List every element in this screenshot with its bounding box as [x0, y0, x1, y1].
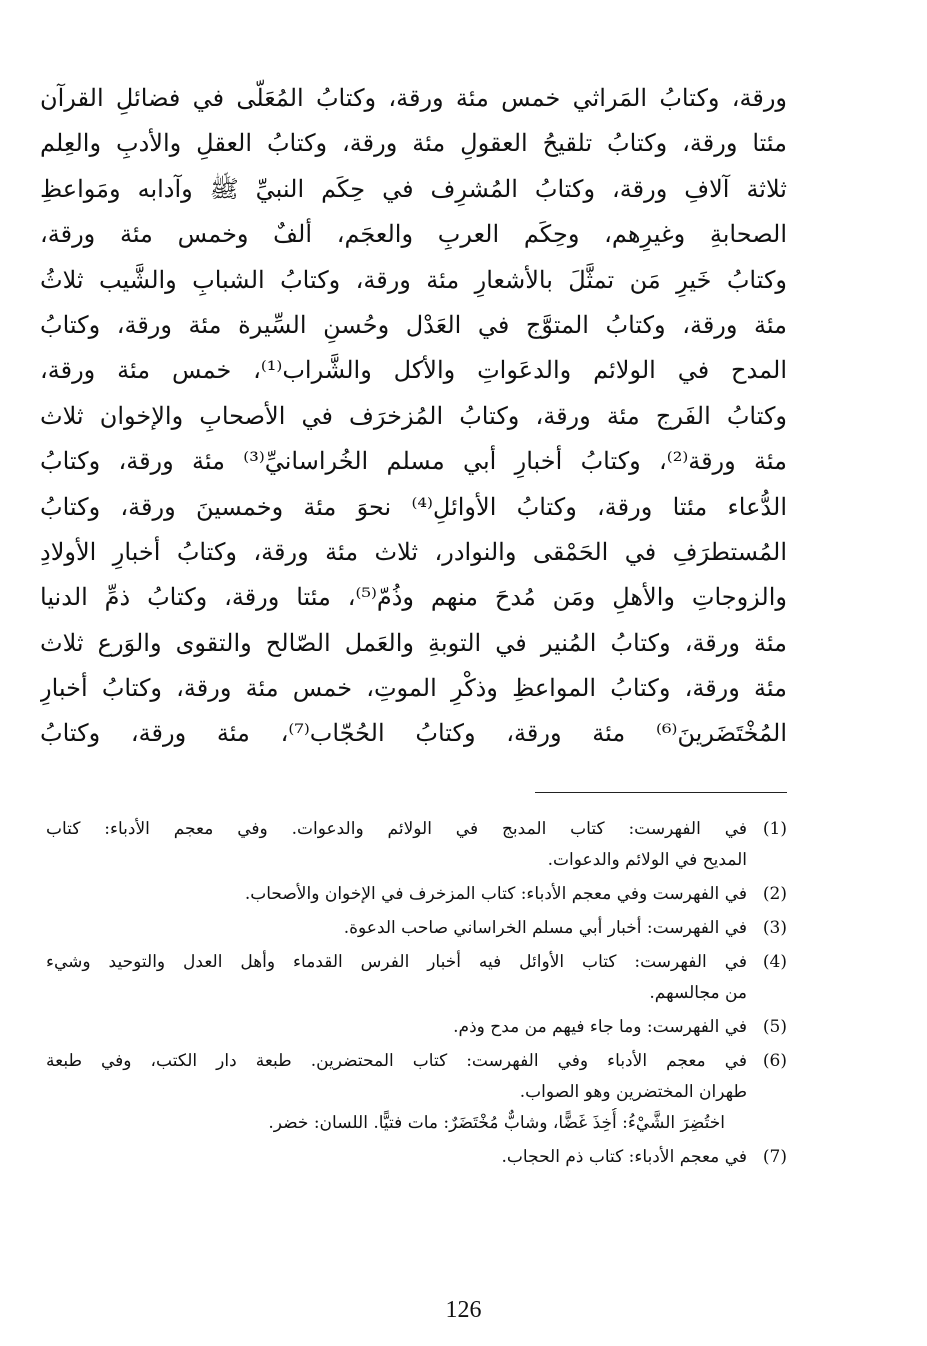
text-line: وكتابُ خَيرِ مَن تمثَّلَ بالأشعارِ مئة ورقة، وكتابُ الشبابِ والشَّيب ثلاثُ — [40, 265, 787, 294]
text-line: الدُّعاء مئتا ورقة، وكتابُ الأوائلِ⁽⁴⁾ نحوَ مئة وخمسينَ ورقة، وكتابُ — [40, 492, 787, 521]
footnote-7 — [46, 1142, 787, 1173]
footnote-3 — [46, 913, 787, 944]
text-line: ورقة، وكتابُ المَراثي خمس مئة ورقة، وكتابُ المُعَلّى في فضائلِ القرآن — [40, 84, 787, 112]
footnote-line: في معجم الأدباء: كتاب ذم الحجاب. — [501, 1147, 747, 1167]
footnote-line: من مجالسهم. — [649, 983, 747, 1003]
page-number: 126 — [445, 1297, 482, 1323]
text-line: المُخْتَضَرينَ⁽⁶⁾ مئة ورقة، وكتابُ الحُجّاب⁽⁷⁾، مئة ورقة، وكتابُ — [40, 719, 787, 748]
footnote-1 — [46, 814, 787, 876]
footnote-line: طهران المختضرين وهو الصواب. — [519, 1082, 747, 1102]
text-line: وكتابُ الفَرج مئة ورقة، وكتابُ المُزخرَف في الأصحابِ والإخوان ثلاث — [40, 401, 787, 430]
footnote-line: في الفهرست وفي معجم الأدباء: كتاب المزخرف في الإخوان والأصحاب. — [244, 884, 747, 904]
text-line: الصحابةِ وغيرِهم، وحِكَم العربِ والعجَم، ألفٌ وخمس مئة ورقة، — [40, 220, 787, 249]
footnote-4 — [46, 947, 787, 1009]
footnote-line: المديح في الولائم والدعوات. — [547, 850, 747, 870]
footnote-number: (2) — [762, 884, 787, 904]
footnote-number: (1) — [762, 819, 787, 839]
text-line: مئة ورقة⁽²⁾، وكتابُ أخبارِ أبي مسلم الخُراسانيِّ⁽³⁾ مئة ورقة، وكتابُ — [40, 447, 787, 476]
footnote-number: (6) — [762, 1051, 787, 1071]
text-line: والزوجاتِ والأهلِ ومَن مُدحَ منهم وذُمّ⁽⁵⁾، مئتا ورقة، وكتابُ ذمِّ الدنيا — [40, 583, 787, 612]
footnote-line: في الفهرست: أخبار أبي مسلم الخراساني صاحب الدعوة. — [343, 918, 747, 938]
main-text — [40, 76, 787, 757]
text-line: ثلاثة آلافِ ورقة، وكتابُ المُشرِف في حِكَم النبيِّ ﷺ وآدابه ومَواعظِ — [40, 174, 787, 203]
footnote-line: في الفهرست: كتاب الأوائل فيه أخبار الفرس القدماء وأهل العدل والتوحيد وشيء — [46, 952, 747, 972]
footnote-2 — [46, 879, 787, 910]
footnote-line: في الفهرست: كتاب المدبج في الولائم والدعوات. وفي معجم الأدباء: كتاب — [46, 819, 747, 839]
footnote-5 — [46, 1012, 787, 1043]
footnote-line: اختُضِرَ الشَّيْءُ: أُخِذَ غَضًّا، وشابٌّ مُخْتَضَرٌ: مات فتيًّا. اللسان: خضر. — [268, 1113, 725, 1133]
footnote-line: في معجم الأدباء وفي الفهرست: كتاب المحتضرين. طبعة دار الكتب، وفي طبعة — [46, 1051, 747, 1071]
footnote-divider — [535, 792, 787, 793]
footnote-line: في الفهرست: وما جاء فيهم من مدح وذم. — [453, 1017, 747, 1037]
footnote-6 — [46, 1046, 787, 1139]
text-line: مئتا ورقة، وكتابُ تلقيحُ العقولِ مئة ورقة، وكتابُ العقلِ والأدبِ والعِلم — [40, 129, 787, 158]
text-line: مئة ورقة، وكتابُ المواعظِ وذكْرِ الموتِ، خمس مئة ورقة، وكتابُ أخبارِ — [40, 674, 787, 703]
text-line: مئة ورقة، وكتابُ المتوَّج في العَدْل وحُسنِ السِّيرة مئة ورقة، وكتابُ — [40, 310, 787, 339]
text-line: المدح في الولائم والدعَواتِ والأكل والشَّراب⁽¹⁾، خمس مئة ورقة، — [40, 356, 787, 385]
text-line: المُستطرَفِ في الحَمْقى والنوادر، ثلاث مئة ورقة، وكتابُ أخبارِ الأولادِ — [40, 537, 787, 566]
footnote-number: (3) — [762, 918, 787, 938]
footnote-number: (7) — [762, 1147, 787, 1167]
footnote-number: (4) — [762, 952, 787, 972]
footnote-number: (5) — [762, 1017, 787, 1037]
footnotes — [46, 814, 787, 1176]
text-line: مئة ورقة، وكتابُ المُنير في التوبةِ والعَمل الصّالح والتقوى والوَرع ثلاث — [40, 628, 787, 657]
